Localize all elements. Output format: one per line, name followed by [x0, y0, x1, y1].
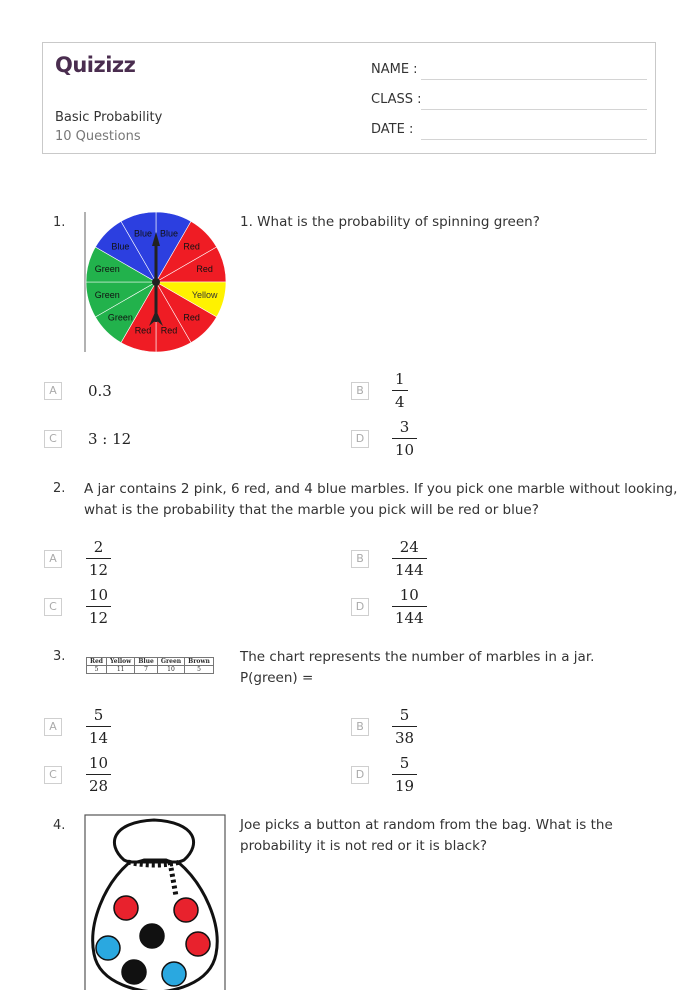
bag-button — [162, 962, 186, 986]
spinner-sector-label: Green — [94, 290, 120, 301]
q1-option-b-fraction — [392, 370, 408, 411]
button-bag-image — [84, 814, 226, 990]
q1-option-c-value: 3 : 12 — [88, 430, 132, 448]
table-cell: 5 — [87, 666, 107, 674]
q1-option-b-numerator: 1 — [395, 370, 405, 388]
q2-option-b-box[interactable]: B — [351, 550, 369, 568]
question-1-number: 1. — [53, 215, 66, 230]
question-2-text-line2: what is the probability that the marble you pick will be red or blue? — [84, 502, 539, 518]
table-cell: 7 — [135, 666, 158, 674]
q2-option-b-fraction: 24 144 — [392, 538, 427, 579]
spinner-sector-label: Blue — [160, 228, 179, 239]
question-2-text-line1: A jar contains 2 pink, 6 red, and 4 blue marbles. If you pick one marble without looking, — [84, 481, 678, 497]
question-3-number: 3. — [53, 649, 66, 664]
q1-option-c-box[interactable]: C — [44, 430, 62, 448]
worksheet-title: Basic Probability — [55, 110, 163, 125]
class-label: CLASS : — [371, 92, 422, 107]
name-label: NAME : — [371, 62, 418, 77]
question-4-number: 4. — [53, 818, 66, 833]
worksheet-header — [42, 42, 656, 154]
q3-option-c-fraction: 10 28 — [86, 754, 111, 795]
question-3-text-line2: P(green) = — [240, 670, 314, 686]
table-cell: 10 — [157, 666, 184, 674]
date-field[interactable] — [371, 122, 413, 137]
date-line — [421, 139, 647, 140]
q3-option-b-fraction: 5 38 — [392, 706, 417, 747]
quizizz-logo: Quizizz — [55, 53, 136, 77]
question-3-text-line1: The chart represents the number of marbles in a jar. — [240, 649, 595, 665]
q2-option-d-box[interactable]: D — [351, 598, 369, 616]
spinner-sector-label: Red — [183, 241, 200, 252]
question-count: 10 Questions — [55, 129, 141, 144]
spinner-sector-label: Red — [134, 325, 152, 336]
date-label: DATE : — [371, 122, 414, 137]
spinner-sector-label: Red — [183, 312, 200, 323]
q1-option-d-box[interactable]: D — [351, 430, 369, 448]
q3-option-c-box[interactable]: C — [44, 766, 62, 784]
table-header: Blue — [135, 658, 158, 666]
q1-option-a-value: 0.3 — [88, 382, 112, 400]
q2-option-a-box[interactable]: A — [44, 550, 62, 568]
bag-button — [96, 936, 120, 960]
q1-option-d-denominator: 10 — [395, 441, 415, 459]
q1-option-b-denominator: 4 — [395, 393, 405, 411]
table-cell: 11 — [107, 666, 135, 674]
bag-button — [140, 924, 164, 948]
q3-option-a-fraction: 5 14 — [86, 706, 111, 747]
q3-option-d-fraction: 5 19 — [392, 754, 417, 795]
question-2-number: 2. — [53, 481, 66, 496]
table-header: Yellow — [107, 658, 135, 666]
spinner-sector-label: Yellow — [191, 290, 218, 301]
q3-option-d-box[interactable]: D — [351, 766, 369, 784]
spinner-sector-label: Blue — [133, 228, 152, 239]
spinner-pivot — [152, 278, 160, 286]
class-line — [421, 109, 647, 110]
spinner-sector-label: Blue — [111, 241, 130, 252]
question-4-text-line2: probability it is not red or it is black? — [240, 838, 488, 854]
bag-top — [114, 820, 193, 862]
bag-button — [174, 898, 198, 922]
question-4-text-line1: Joe picks a button at random from the bag. What is the — [240, 817, 613, 833]
q1-option-a-box[interactable]: A — [44, 382, 62, 400]
name-field[interactable] — [371, 62, 418, 77]
q2-option-c-fraction: 10 12 — [86, 586, 111, 627]
name-line — [421, 79, 647, 80]
q3-option-b-box[interactable]: B — [351, 718, 369, 736]
q1-option-d-fraction — [392, 418, 417, 459]
spinner-sector-label: Red — [196, 263, 213, 274]
table-header: Brown — [185, 658, 214, 666]
q2-option-d-fraction: 10 144 — [392, 586, 427, 627]
spinner-sector-label: Green — [107, 312, 133, 323]
bag-button — [122, 960, 146, 984]
bag-button — [186, 932, 210, 956]
q1-option-b-box[interactable]: B — [351, 382, 369, 400]
spinner-sector-label: Red — [160, 325, 178, 336]
spinner-image — [84, 210, 228, 354]
spinner-sector-label: Green — [94, 263, 120, 274]
q1-option-d-numerator: 3 — [399, 418, 410, 436]
bag-button — [114, 896, 138, 920]
table-cell: 5 — [185, 666, 214, 674]
table-header: Green — [157, 658, 184, 666]
q3-option-a-box[interactable]: A — [44, 718, 62, 736]
class-field[interactable] — [371, 92, 422, 107]
marble-count-table — [86, 657, 214, 674]
q2-option-c-box[interactable]: C — [44, 598, 62, 616]
q2-option-a-fraction: 2 12 — [86, 538, 111, 579]
question-1-text: 1. What is the probability of spinning green? — [240, 214, 540, 230]
table-header: Red — [87, 658, 107, 666]
